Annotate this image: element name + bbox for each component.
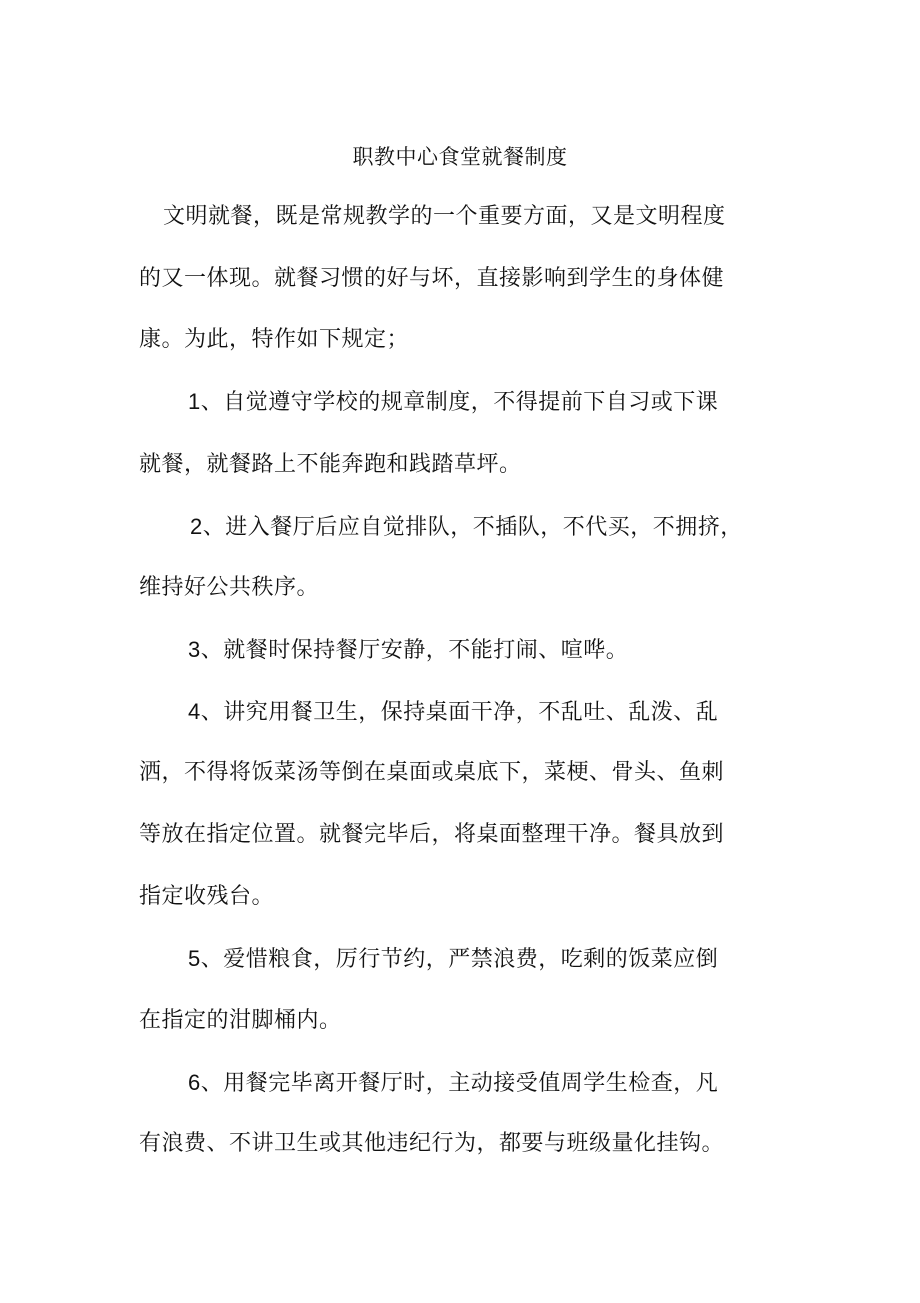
rule-4-line-4: 指定收残台。 [139,884,275,909]
document-title: 职教中心食堂就餐制度 [352,145,568,169]
rule-5-text: 、爱惜粮食，厉行节约，严禁浪费，吃剩的饭菜应倒 [200,947,719,972]
rule-3-text: 、就餐时保持餐厅安静，不能打闹、喧哗。 [200,638,629,663]
rule-2-text: 、进入餐厅后应自觉排队，不插队，不代买，不拥挤， [202,515,743,540]
rule-3-number: 3 [188,637,201,662]
rule-1-text: 、自觉遵守学校的规章制度，不得提前下自习或下课 [200,390,719,415]
rule-2-line-2: 维持好公共秩序。 [139,575,320,600]
intro-line-2: 的又一体现。就餐习惯的好与坏，直接影响到学生的身体健 [139,266,725,291]
rule-1-number: 1 [188,389,201,414]
rule-6-line-1 [188,1068,718,1099]
rule-1-line-2: 就餐，就餐路上不能奔跑和践踏草坪。 [139,452,522,477]
rule-6-line-2: 有浪费、不讲卫生或其他违纪行为，都要与班级量化挂钩。 [139,1131,725,1156]
rule-5-line-2: 在指定的泔脚桶内。 [139,1008,342,1033]
rule-4-number: 4 [188,699,201,724]
rule-4-line-2: 洒，不得将饭菜汤等倒在桌面或桌底下，菜梗、骨头、鱼刺 [139,760,725,785]
intro-line-3: 康。为此，特作如下规定； [139,327,410,352]
rule-6-text: 、用餐完毕离开餐厅时，主动接受值周学生检查，凡 [200,1071,719,1096]
rule-6-number: 6 [188,1070,201,1095]
intro-line-1: 文明就餐，既是常规教学的一个重要方面，又是文明程度 [163,204,726,229]
rule-2-number: 2 [190,514,203,539]
rule-1-line-1 [188,387,718,418]
rule-5-number: 5 [188,946,201,971]
rule-4-text: 、讲究用餐卫生，保持桌面干净，不乱吐、乱泼、乱 [200,700,719,725]
rule-4-line-1 [188,697,718,728]
rule-4-line-3: 等放在指定位置。就餐完毕后，将桌面整理干净。餐具放到 [139,822,725,847]
rule-5-line-1 [188,944,718,975]
rule-2-line-1 [190,512,743,543]
rule-3-line-1 [188,635,628,666]
